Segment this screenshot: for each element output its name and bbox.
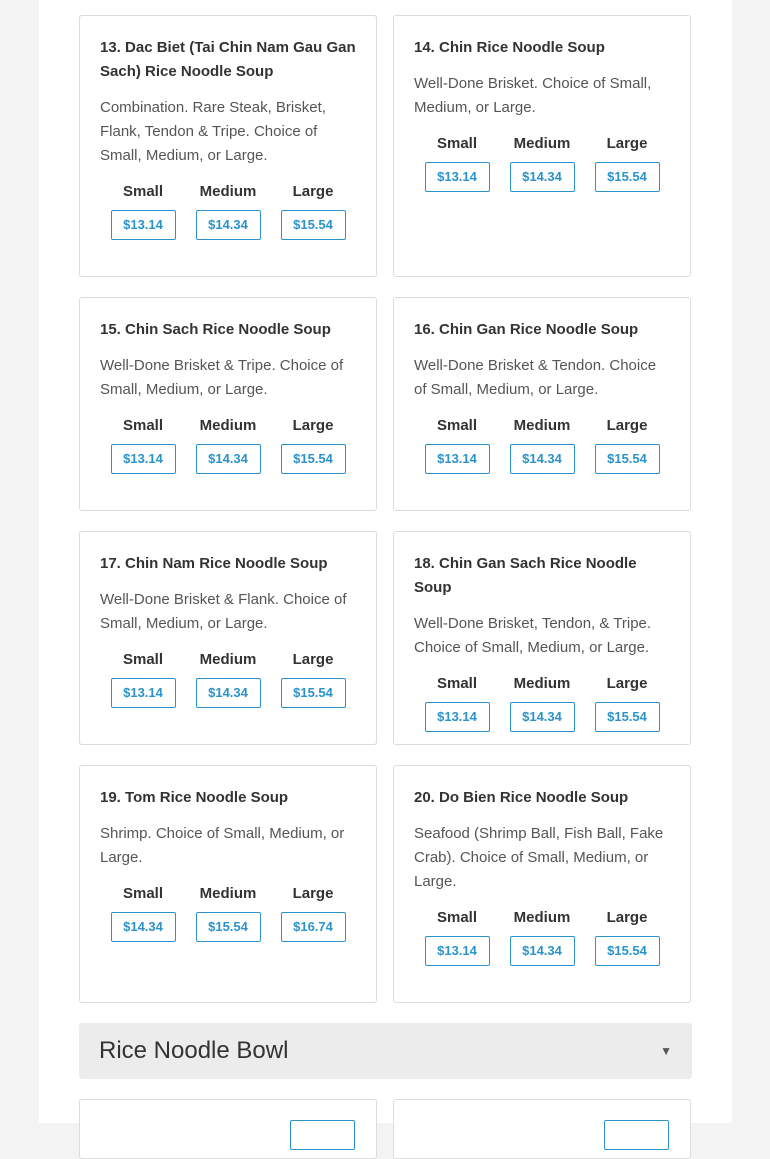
menu-item-card[interactable] [393,15,691,277]
price-button[interactable]: $15.54 [595,162,660,192]
size-label: Medium [513,909,571,926]
size-option [425,674,490,732]
price-button[interactable]: $15.54 [281,678,346,708]
menu-item-description: Well-Done Brisket & Tripe. Choice of Small, Medium, or Large. [100,357,344,398]
size-option [111,650,176,708]
price-button[interactable]: $13.14 [425,444,490,474]
size-options [100,650,356,708]
menu-item-card[interactable] [79,531,377,745]
size-option [425,416,490,474]
size-label: Small [436,135,478,152]
size-option [510,908,575,966]
size-option [281,416,346,474]
size-label: Medium [513,675,571,692]
price-button[interactable]: $15.54 [281,444,346,474]
size-option [425,908,490,966]
size-label: Small [122,183,164,200]
size-label: Small [122,417,164,434]
menu-item-description: Seafood (Shrimp Ball, Fish Ball, Fake Crab). Choice of Small, Medium, or Large. [414,825,664,890]
price-button[interactable]: $13.14 [425,162,490,192]
menu-item-title: 19. Tom Rice Noodle Soup [100,789,289,806]
size-label: Large [292,183,334,200]
size-options [414,908,670,966]
size-label: Large [606,417,648,434]
size-label: Small [436,909,478,926]
size-options [100,416,356,474]
size-option [196,650,261,708]
size-label: Small [122,885,164,902]
size-label: Large [292,651,334,668]
size-options [414,674,670,732]
size-options [100,182,356,240]
size-option [281,884,346,942]
size-label: Large [606,909,648,926]
size-label: Large [292,885,334,902]
price-button[interactable]: $14.34 [196,210,261,240]
price-button[interactable]: $13.14 [425,936,490,966]
size-label: Large [292,417,334,434]
size-label: Large [606,135,648,152]
price-button[interactable]: $16.74 [281,912,346,942]
price-button[interactable]: $13.14 [111,678,176,708]
price-button[interactable]: $14.34 [510,702,575,732]
price-button-peek[interactable] [290,1120,355,1150]
size-label: Medium [199,885,257,902]
menu-item-description: Well-Done Brisket. Choice of Small, Medium, or Large. [414,75,652,116]
menu-item-description: Combination. Rare Steak, Brisket, Flank, Tendon & Tripe. Choice of Small, Medium, or Large. [100,99,326,164]
price-button[interactable]: $15.54 [595,444,660,474]
size-label: Large [606,675,648,692]
section-title: Rice Noodle Bowl [99,1037,289,1064]
size-options [414,134,670,192]
menu-item-card-peek[interactable] [393,1099,691,1159]
size-option [595,908,660,966]
menu-item-description: Well-Done Brisket & Tendon. Choice of Small, Medium, or Large. [414,357,657,398]
size-label: Medium [513,417,571,434]
price-button[interactable]: $14.34 [196,678,261,708]
size-option [111,182,176,240]
menu-item-title: 18. Chin Gan Sach Rice Noodle Soup [414,555,637,596]
menu-item-description: Well-Done Brisket & Flank. Choice of Small, Medium, or Large. [100,591,347,632]
price-button[interactable]: $13.14 [111,210,176,240]
menu-item-card[interactable] [393,765,691,1003]
menu-item-description: Well-Done Brisket, Tendon, & Tripe. Choice of Small, Medium, or Large. [414,615,652,656]
size-options [414,416,670,474]
size-label: Small [436,675,478,692]
menu-item-card[interactable] [79,297,377,511]
size-label: Medium [199,651,257,668]
price-button[interactable]: $15.54 [595,936,660,966]
price-button[interactable]: $14.34 [111,912,176,942]
menu-item-title: 15. Chin Sach Rice Noodle Soup [100,321,331,338]
menu-item-title: 14. Chin Rice Noodle Soup [414,39,605,56]
price-button[interactable]: $14.34 [510,444,575,474]
price-button[interactable]: $14.34 [510,936,575,966]
menu-item-description: Shrimp. Choice of Small, Medium, or Large. [100,825,345,866]
size-option [595,674,660,732]
menu-item-card[interactable] [79,15,377,277]
size-option [425,134,490,192]
size-label: Small [436,417,478,434]
size-option [196,182,261,240]
size-label: Medium [513,135,571,152]
section-header-rice-noodle-bowl[interactable] [79,1023,692,1079]
menu-item-card[interactable] [393,297,691,511]
price-button[interactable]: $13.14 [111,444,176,474]
size-label: Small [122,651,164,668]
price-button[interactable]: $15.54 [196,912,261,942]
size-option [281,182,346,240]
price-button[interactable]: $14.34 [510,162,575,192]
price-button[interactable]: $15.54 [281,210,346,240]
price-button-peek[interactable] [604,1120,669,1150]
size-option [281,650,346,708]
price-button[interactable]: $15.54 [595,702,660,732]
size-option [510,134,575,192]
menu-item-card[interactable] [393,531,691,745]
size-label: Medium [199,417,257,434]
menu-item-title: 17. Chin Nam Rice Noodle Soup [100,555,328,572]
size-options [100,884,356,942]
menu-item-card[interactable] [79,765,377,1003]
size-label: Medium [199,183,257,200]
size-option [510,416,575,474]
size-option [595,134,660,192]
size-option [196,416,261,474]
size-option [111,416,176,474]
size-option [595,416,660,474]
size-option [111,884,176,942]
menu-item-title: 13. Dac Biet (Tai Chin Nam Gau Gan Sach) Rice Noodle Soup [100,39,356,80]
menu-item-card-peek[interactable] [79,1099,377,1159]
price-button[interactable]: $14.34 [196,444,261,474]
price-button[interactable]: $13.14 [425,702,490,732]
menu-item-title: 20. Do Bien Rice Noodle Soup [414,789,629,806]
size-option [510,674,575,732]
size-option [196,884,261,942]
menu-item-title: 16. Chin Gan Rice Noodle Soup [414,321,639,338]
chevron-down-icon: ▼ [660,1044,672,1058]
